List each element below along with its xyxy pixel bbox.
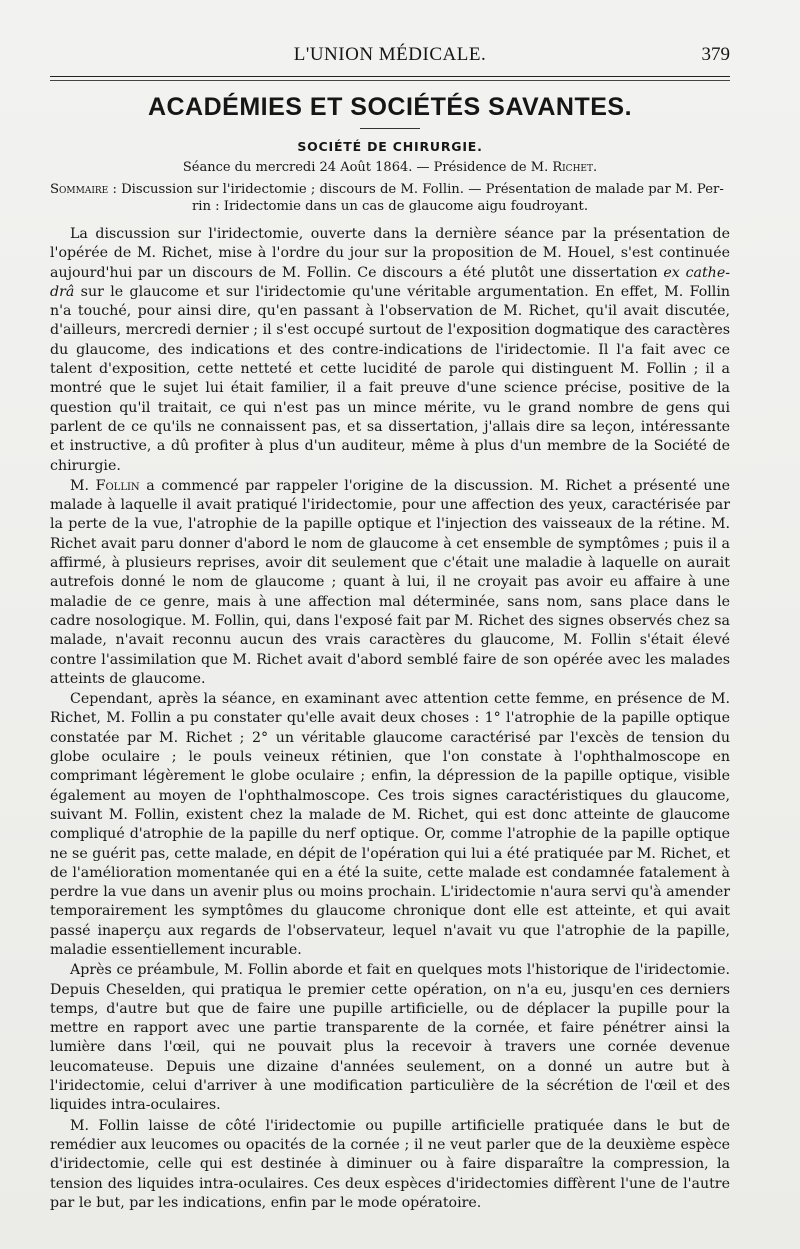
summary-line-2: rin : Iridectomie dans un cas de glaucome aigu foudroyant. (191, 199, 589, 214)
page-number: 379 (701, 44, 730, 65)
paragraph-1-latin: ex cathe- drâ (50, 264, 731, 300)
summary-line-1: : Discussion sur l'iridectomie ; discours de M. Follin. — Présentation de malade par M. Per- (108, 182, 724, 197)
header-rule-thin (50, 80, 730, 81)
paragraph-2-name: Follin (95, 477, 140, 494)
summary-label: Sommaire (50, 182, 109, 197)
session-end: . (593, 160, 598, 175)
paragraph-2-prefix: M. (70, 477, 96, 494)
paragraph-2 (50, 477, 730, 689)
paragraph-5: M. Follin laisse de côté l'iridectomie ou pupille artificielle pratiquée dans le but de remédier aux leucomes ou opacités de la cornée ; il ne veut parler que de la deuxième espèce d'iridectomie, celle qui est destinée à diminuer ou à faire disparaître la compression, la tension des liquides intra-oculaires. Ces deux espèces d'iridectomies diffèrent l'une de l'autre par le but, par les indications, enfin par le mode opératoire. (50, 1117, 730, 1211)
paragraph-1-text-a: La discussion sur l'iridectomie, ouverte dans la dernière séance par la présentation de l'opérée de M. Richet, mise à l'ordre du jour sur la proposition de M. Houel, s'est continuée aujourd'hui par un discours de M. Follin. Ce discours a été plutôt une dissertation (50, 226, 730, 281)
header-rule (50, 76, 730, 77)
summary (50, 181, 730, 215)
society-heading: SOCIÉTÉ DE CHIRURGIE. (297, 139, 483, 154)
paragraph-2-text: a commencé par rappeler l'origine de la discussion. M. Richet a présenté une malade à laquelle il avait pratiqué l'iridectomie, pour une affection des yeux, caractérisée par la perte de la vue, l'atrophie de la papille optique et l'injection des vaisseaux de la rétine. M. Richet avait paru donner d'abord le nom de glaucome à cet ensemble de symptômes ; puis il a affirmé, à plusieurs reprises, avoir dit seulement que c'était une maladie à laquelle on aurait autrefois donné le nom de glaucome ; quant à lui, il ne croyait pas avoir eu affaire à une maladie de ce genre, mais à une affection mal déterminée, sans nom, sans place dans le cadre nosologique. M. Follin, qui, dans l'exposé fait par M. Richet des signes observés chez sa malade, n'avait reconnu aucun des vrais caractères du glaucome, M. Follin s'était élevé contre l'assimilation que M. Richet avait d'abord semblé faire de son opérée avec les malades atteints de glaucome. (50, 477, 730, 687)
paragraph-1-text-b: sur le glaucome et sur l'iridectomie qu'une véritable argumentation. En effet, M. Follin n'a touché, pour ainsi dire, qu'en passant à l'observation de M. Richet, qu'il avait discutée, d'ailleurs, mercredi dernier ; il s'est occupé surtout de l'exposition dogmatique des caractères du glaucome, des indications et des contre-indications de l'iridectomie. Il l'a fait avec ce talent d'exposition, cette netteté et cette lucidité de parole qui distinguent M. Follin ; il a montré que le sujet lui était familier, il a fait preuve d'une science précise, positive de la question qu'il traitait, ce qui n'est pas un mince mérite, vu le grand nombre de gens qui parlent de ce qu'ils ne connaissent pas, et sa dissertation, j'allais dire sa leçon, intéressante et instructive, a dû profiter à plus d'un auditeur, même à plus d'un membre de la Société de chirurgie. (50, 283, 730, 474)
journal-title: L'UNION MÉDICALE. (293, 44, 487, 65)
paragraph-4: Après ce préambule, M. Follin aborde et fait en quelques mots l'historique de l'iridectomie. Depuis Cheselden, qui pratiqua le premier cette opération, on n'a eu, jusqu'en ces derniers temps, d'autre but que de faire une pupille artificielle, ou de déplacer la pupille pour la mettre en rapport avec une partie transparente de la cornée, et faire pénétrer ainsi la lumière dans l'œil, qui ne pouvait plus la recevoir à travers une cornée devenue leucomateuse. Depuis une dizaine d'années seulement, on a donné un autre but à l'iridectomie, celui d'arriver à une modification particulière de la sécrétion de l'œil et des liquides intra-oculaires. (50, 962, 730, 1114)
running-head (50, 42, 730, 72)
article-body (50, 225, 730, 1213)
paragraph-1 (50, 225, 730, 476)
session-line (50, 160, 730, 175)
section-title: ACADÉMIES ET SOCIÉTÉS SAVANTES. (147, 93, 633, 121)
section-divider (360, 128, 420, 129)
paragraph-3: Cependant, après la séance, en examinant avec attention cette femme, en présence de M. Richet, M. Follin a pu constater qu'elle avait deux choses : 1° l'atrophie de la papille optique constatée par M. Richet ; 2° un véritable glaucome caractérisé par l'excès de tension du globe oculaire ; le pouls veineux rétinien, que l'on constate à l'ophthalmoscope en comprimant légèrement le globe oculaire ; enfin, la dépression de la papille optique, visible également au moyen de l'ophthalmoscope. Ces trois signes caractéristiques du glaucome, suivant M. Follin, existent chez la malade de M. Richet, qui est donc atteinte de glaucome compliqué d'atrophie de la papille du nerf optique. Or, comme l'atrophie de la papille optique ne se guérit pas, cette malade, en dépit de l'opération qui lui a été pratiquée par M. Richet, et de l'amélioration momentanée qui en a été la suite, cette malade est condamnée fatalement à perdre la vue dans un avenir plus ou moins prochain. L'iridectomie n'aura servi qu'à amender temporairement les symptômes du glaucome chronique dont elle est atteinte, et qui avait passé inaperçu aux regards de l'observateur, lequel n'avait vu que l'atrophie de la papille, maladie essentiellement incurable. (50, 691, 730, 958)
page-content (50, 42, 730, 1213)
session-text: Séance du mercredi 24 Août 1864. — Présidence de M. (182, 160, 553, 175)
session-president: Richet (552, 160, 593, 175)
